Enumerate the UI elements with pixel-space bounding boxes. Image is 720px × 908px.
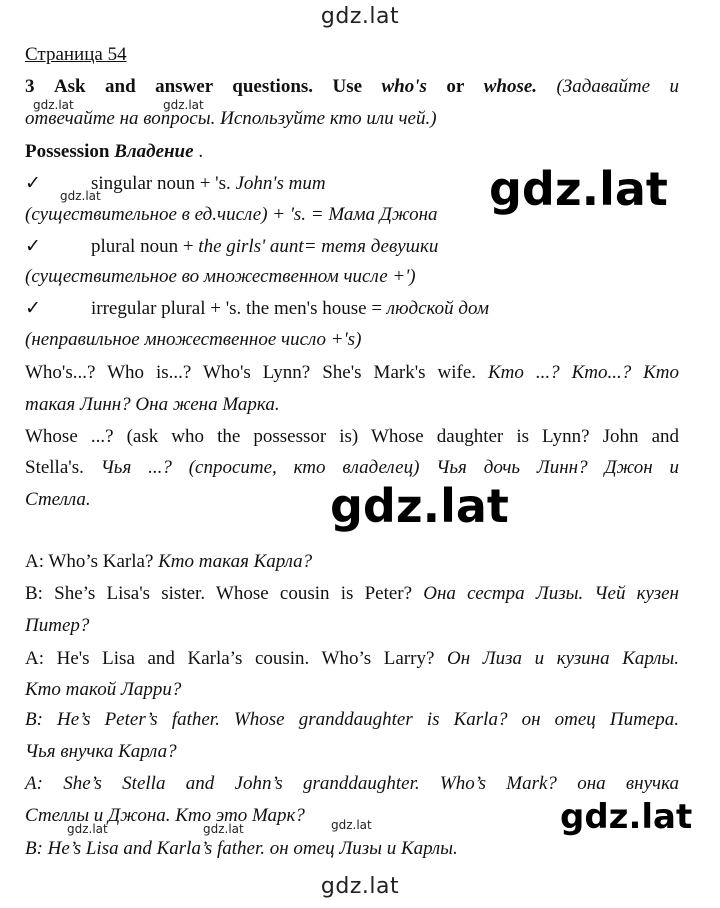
whose-explanation: Whose ...? (ask who the possessor is) Whose daughter is Lynn? John and	[25, 426, 679, 447]
dialogue-line: A: He's Lisa and Karla’s cousin. Who’s Larry? Он Лиза и кузина Карлы.	[25, 648, 679, 669]
whose-explanation-2: Stella's. Чья ...? (спросите, кто владелец) Чья дочь Линн? Джон и	[25, 457, 680, 478]
check-icon: ✓	[25, 298, 41, 319]
watermark-small: gdz.lat	[163, 98, 204, 112]
dialogue-line: Чья внучка Карла?	[25, 741, 177, 762]
watermark-small: gdz.lat	[203, 822, 244, 836]
watermark-big: gdz.lat	[489, 162, 668, 216]
check-icon: ✓	[25, 173, 41, 194]
watermark-big: gdz.lat	[330, 479, 509, 533]
task-heading-ru: отвечайте на вопросы. Используйте кто или чей.)	[25, 108, 437, 129]
whose-explanation-3: Стелла.	[25, 489, 91, 510]
watermark-small: gdz.lat	[33, 98, 74, 112]
rule-translation: (существительное в ед.числе) + 's. = Мама Джона	[25, 204, 438, 225]
watermark-small: gdz.lat	[60, 189, 101, 203]
rule-translation: (существительное во множественном числе +')	[25, 266, 416, 287]
rule-translation: (неправильное множественное число +'s)	[25, 329, 362, 350]
possession-title: Possession Владение .	[25, 141, 204, 162]
dialogue-line: Стеллы и Джона. Кто это Марк?	[25, 805, 305, 826]
watermark-small: gdz.lat	[331, 818, 372, 832]
task-heading: 3 Ask and answer questions. Use who's or whose. (Задавайте и	[25, 76, 680, 97]
watermark-big: gdz.lat	[560, 797, 693, 837]
dialogue-line: B: He’s Peter’s father. Whose granddaughter is Karla? он отец Питера.	[25, 709, 679, 730]
page-label: Страница 54	[25, 44, 127, 65]
watermark-small: gdz.lat	[67, 822, 108, 836]
watermark-top: gdz.lat	[320, 4, 400, 29]
rule-item: ✓ irregular plural + 's. the men's house = людской дом	[25, 298, 489, 319]
dialogue-line: A: Who’s Karla? Кто такая Карла?	[25, 551, 313, 572]
whos-explanation: Who's...? Who is...? Who's Lynn? She's Mark's wife. Кто ...? Кто...? Кто	[25, 362, 680, 383]
dialogue-line: B: He’s Lisa and Karla’s father. он отец Лизы и Карлы.	[25, 838, 458, 859]
dialogue-line: B: She’s Lisa's sister. Whose cousin is Peter? Она сестра Лизы. Чей кузен	[25, 583, 679, 604]
check-icon: ✓	[25, 236, 41, 257]
whos-explanation-ru: такая Линн? Она жена Марка.	[25, 394, 280, 415]
dialogue-line: A: She’s Stella and John’s granddaughter. Who’s Mark? она внучка	[25, 773, 679, 794]
dialogue-line: Кто такой Ларри?	[25, 679, 182, 700]
rule-item: ✓ plural noun + the girls' aunt= тетя девушки	[25, 236, 439, 257]
rule-item: ✓ singular noun + 's. John's mum	[25, 173, 326, 194]
watermark-bottom: gdz.lat	[320, 874, 400, 899]
dialogue-line: Питер?	[25, 615, 90, 636]
